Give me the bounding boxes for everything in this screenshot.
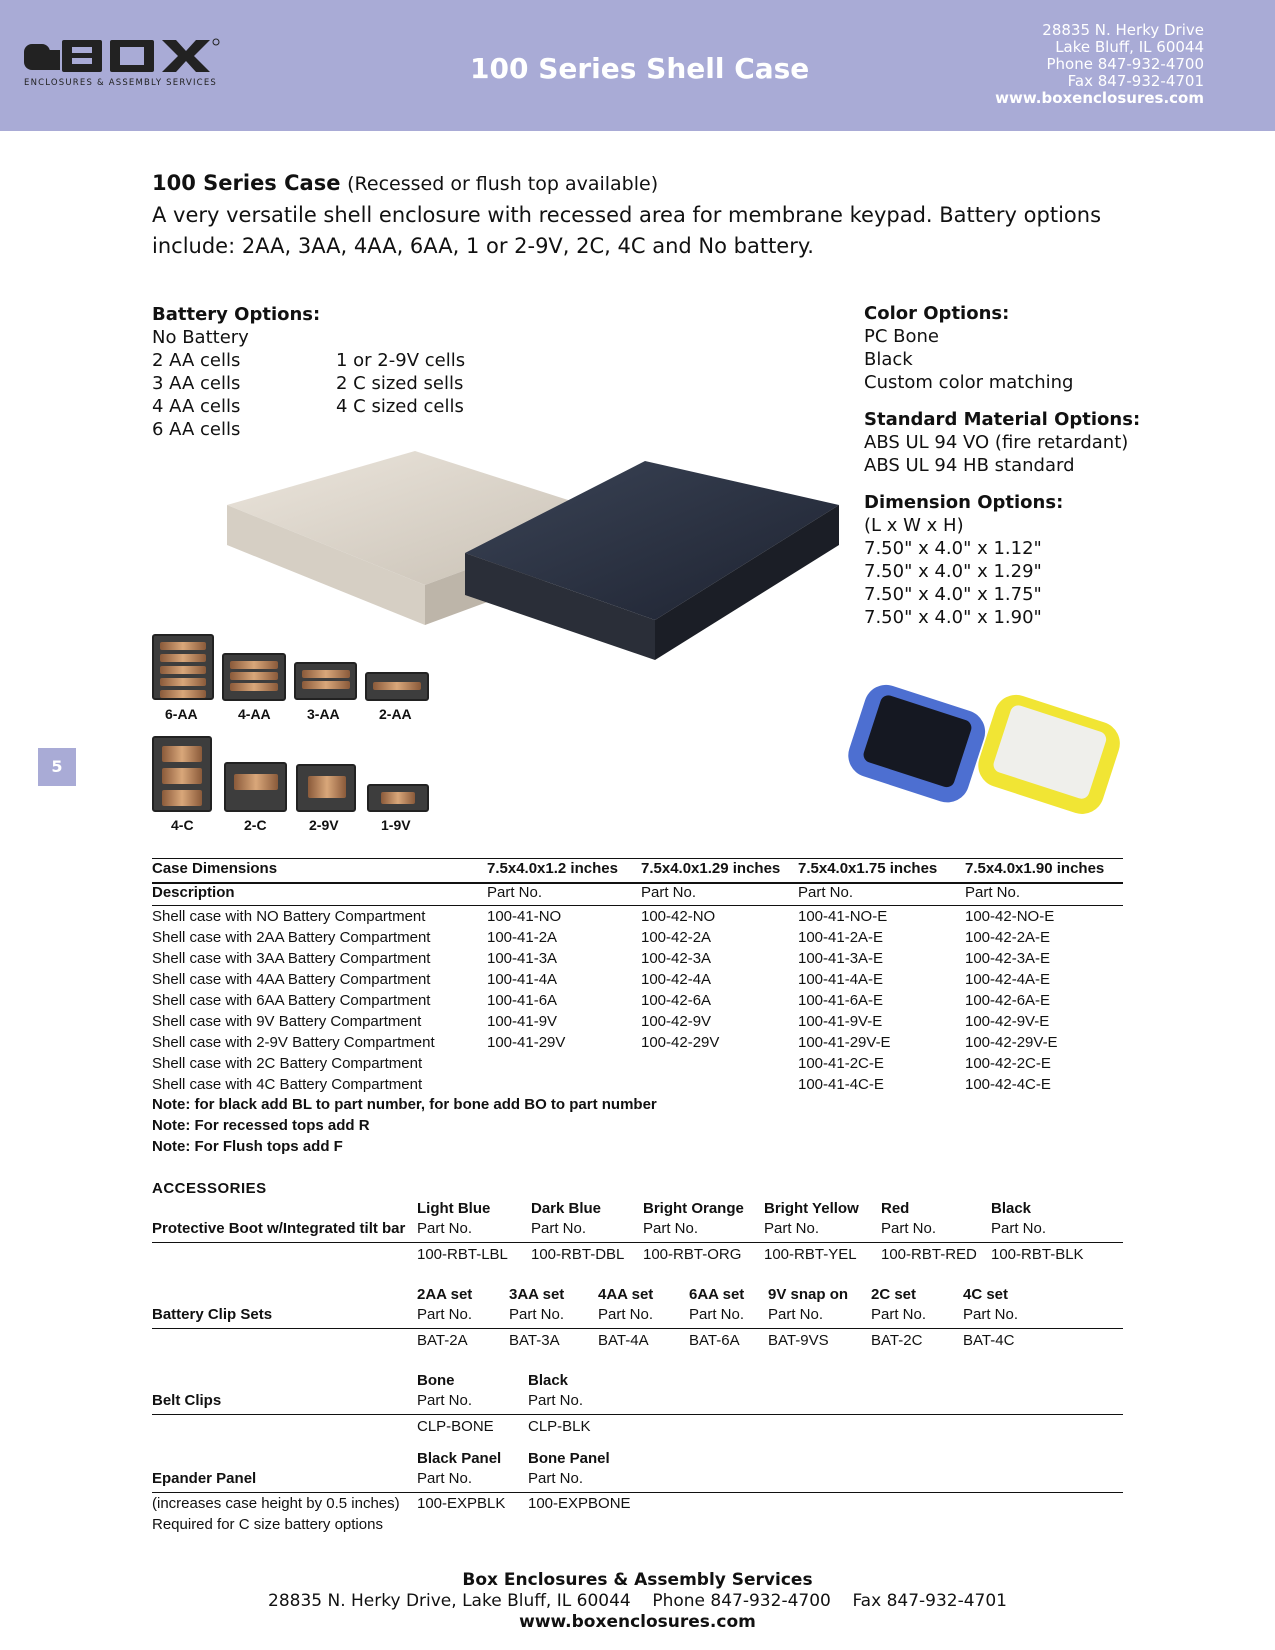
table-subheader: Part No. (965, 884, 1021, 901)
table-header: 7.5x4.0x1.29 inches (641, 860, 781, 877)
expander-part-number: 100-EXPBONE (528, 1495, 631, 1512)
dimension-options-heading: Dimension Options: (864, 492, 1064, 513)
page-number: 5 (38, 748, 76, 786)
material-options-heading: Standard Material Options: (864, 409, 1141, 430)
clip-part-number: BAT-2C (871, 1332, 923, 1349)
belt-part-number: CLP-BONE (417, 1418, 494, 1435)
boot-part-number: 100-RBT-LBL (417, 1246, 508, 1263)
clip-part-label: Part No. (689, 1306, 745, 1323)
boot-label: Protective Boot w/Integrated tilt bar (152, 1220, 406, 1237)
row-part-number: 100-42-9V-E (965, 1013, 1050, 1030)
row-part-number: 100-42-4C-E (965, 1076, 1051, 1093)
boot-option: Red (881, 1200, 910, 1217)
row-part-number: 100-42-NO-E (965, 908, 1055, 925)
expander-note: (increases case height by 0.5 inches) (152, 1495, 400, 1512)
table-note: Note: for black add BL to part number, for bone add BO to part number (152, 1096, 657, 1113)
row-description: Shell case with 6AA Battery Compartment (152, 992, 431, 1009)
expander-part-label: Part No. (528, 1470, 584, 1487)
boot-option: Dark Blue (531, 1200, 602, 1217)
intro-title: 100 Series Case (152, 171, 341, 195)
row-part-number: 100-42-NO (641, 908, 716, 925)
belt-option: Black (528, 1372, 569, 1389)
footer-website-link[interactable]: www.boxenclosures.com (519, 1612, 756, 1632)
boot-part-label: Part No. (643, 1220, 699, 1237)
clip-option: 9V snap on (768, 1286, 849, 1303)
expander-note: Required for C size battery options (152, 1516, 383, 1533)
battery-option: 6 AA cells (152, 419, 241, 440)
holder-label-2aa: 2-AA (379, 706, 412, 722)
row-part-number: 100-42-6A (641, 992, 712, 1009)
battery-holder-2c (224, 762, 287, 812)
battery-holder-4aa (222, 653, 286, 701)
dimension-option: 7.50" x 4.0" x 1.12" (864, 538, 1042, 559)
battery-option: 2 AA cells (152, 350, 241, 371)
expander-option: Black Panel (417, 1450, 502, 1467)
expander-label: Epander Panel (152, 1470, 257, 1487)
color-option: PC Bone (864, 326, 939, 347)
battery-option: 2 C sized sells (336, 373, 464, 394)
row-part-number: 100-41-NO (487, 908, 562, 925)
holder-label-2-9v: 2-9V (309, 817, 339, 833)
table-subheader: Part No. (641, 884, 697, 901)
holder-label-2c: 2-C (244, 817, 267, 833)
row-part-number: 100-42-2A (641, 929, 712, 946)
table-header: 7.5x4.0x1.2 inches (487, 860, 618, 877)
color-option: Black (864, 349, 913, 370)
row-part-number: 100-42-2C-E (965, 1055, 1051, 1072)
holder-label-4c: 4-C (171, 817, 194, 833)
boot-part-number: 100-RBT-YEL (764, 1246, 857, 1263)
right-options (864, 302, 1140, 629)
belt-part-label: Part No. (417, 1392, 473, 1409)
row-description: Shell case with 4AA Battery Compartment (152, 971, 431, 988)
battery-options-col2 (336, 349, 465, 418)
dimension-option: 7.50" x 4.0" x 1.75" (864, 584, 1042, 605)
boot-option: Light Blue (417, 1200, 491, 1217)
table-header: 7.5x4.0x1.90 inches (965, 860, 1105, 877)
boot-option: Bright Yellow (764, 1200, 859, 1217)
battery-option: 1 or 2-9V cells (336, 350, 466, 371)
boot-option: Bright Orange (643, 1200, 744, 1217)
row-description: Shell case with 2AA Battery Compartment (152, 929, 431, 946)
clip-part-label: Part No. (598, 1306, 654, 1323)
clip-part-label: Part No. (509, 1306, 565, 1323)
boot-part-number: 100-RBT-BLK (991, 1246, 1084, 1263)
row-part-number: 100-41-6A (487, 992, 558, 1009)
table-subheader: Part No. (798, 884, 854, 901)
battery-option: 4 C sized cells (336, 396, 464, 417)
row-description: Shell case with 3AA Battery Compartment (152, 950, 431, 967)
clip-part-label: Part No. (963, 1306, 1019, 1323)
accessories-heading: ACCESSORIES (152, 1180, 267, 1197)
row-part-number: 100-41-NO-E (798, 908, 888, 925)
page-footer (0, 1570, 1275, 1633)
belt-part-label: Part No. (528, 1392, 584, 1409)
footer-company: Box Enclosures & Assembly Services (462, 1570, 813, 1590)
battery-options-heading: Battery Options: (152, 304, 321, 325)
clip-part-label: Part No. (768, 1306, 824, 1323)
header-fax: Fax 847-932-4701 (1067, 72, 1204, 90)
holder-label-4aa: 4-AA (238, 706, 271, 722)
footer-contact (0, 1591, 1275, 1612)
clip-option: 2C set (871, 1286, 917, 1303)
row-part-number: 100-41-4A (487, 971, 558, 988)
row-part-number: 100-41-3A-E (798, 950, 884, 967)
table-note: Note: For recessed tops add R (152, 1117, 370, 1134)
table-note: Note: For Flush tops add F (152, 1138, 343, 1155)
holder-label-6aa: 6-AA (165, 706, 198, 722)
clip-option: 4AA set (598, 1286, 654, 1303)
row-part-number: 100-42-29V-E (965, 1034, 1058, 1051)
expander-part-label: Part No. (417, 1470, 473, 1487)
shell-case-product-image (225, 445, 845, 675)
battery-holder-1-9v (367, 784, 429, 812)
row-part-number: 100-41-29V-E (798, 1034, 891, 1051)
boot-part-label: Part No. (531, 1220, 587, 1237)
page-title: 100 Series Shell Case (470, 52, 810, 85)
clip-part-label: Part No. (871, 1306, 927, 1323)
row-description: Shell case with 2C Battery Compartment (152, 1055, 423, 1072)
color-options-heading: Color Options: (864, 303, 1010, 324)
table-subheader: Description (152, 884, 235, 901)
row-description: Shell case with 2-9V Battery Compartment (152, 1034, 435, 1051)
dimension-option: 7.50" x 4.0" x 1.90" (864, 607, 1042, 628)
battery-holder-3aa (294, 662, 357, 700)
battery-holder-6aa (152, 634, 214, 700)
row-part-number: 100-42-3A-E (965, 950, 1051, 967)
boot-part-number: 100-RBT-RED (881, 1246, 977, 1263)
battery-holder-2-9v (296, 764, 356, 812)
boot-part-label: Part No. (417, 1220, 473, 1237)
material-option: ABS UL 94 VO (fire retardant) (864, 432, 1129, 453)
battery-holder-2aa (365, 672, 429, 701)
clip-part-number: BAT-2A (417, 1332, 468, 1349)
expander-option: Bone Panel (528, 1450, 610, 1467)
table-header: 7.5x4.0x1.75 inches (798, 860, 938, 877)
expander-part-number: 100-EXPBLK (417, 1495, 506, 1512)
row-part-number: 100-41-4A-E (798, 971, 884, 988)
row-part-number: 100-41-2C-E (798, 1055, 884, 1072)
belt-option: Bone (417, 1372, 455, 1389)
clip-part-number: BAT-4A (598, 1332, 649, 1349)
holder-label-3aa: 3-AA (307, 706, 340, 722)
row-part-number: 100-42-4A-E (965, 971, 1051, 988)
boot-part-number: 100-RBT-ORG (643, 1246, 742, 1263)
clip-part-number: BAT-9VS (768, 1332, 829, 1349)
protective-boots-image (842, 680, 1142, 830)
row-part-number: 100-42-9V (641, 1013, 712, 1030)
row-part-number: 100-42-4A (641, 971, 712, 988)
row-description: Shell case with 4C Battery Compartment (152, 1076, 423, 1093)
clip-label: Battery Clip Sets (152, 1306, 273, 1323)
clip-part-number: BAT-4C (963, 1332, 1015, 1349)
belt-label: Belt Clips (152, 1392, 222, 1409)
holder-label-1-9v: 1-9V (381, 817, 411, 833)
intro-description: A very versatile shell enclosure with recessed area for membrane keypad. Battery options include: 2AA, 3AA, 4AA, 6AA, 1 or 2-9V, 2C, 4C and No battery. (152, 203, 1102, 258)
row-description: Shell case with NO Battery Compartment (152, 908, 426, 925)
footer-phone: Phone 847-932-4700 (652, 1591, 831, 1611)
row-part-number: 100-41-29V (487, 1034, 566, 1051)
boot-option: Black (991, 1200, 1032, 1217)
clip-part-number: BAT-6A (689, 1332, 740, 1349)
boot-part-number: 100-RBT-DBL (531, 1246, 625, 1263)
boot-part-label: Part No. (991, 1220, 1047, 1237)
clip-option: 6AA set (689, 1286, 745, 1303)
color-option: Custom color matching (864, 372, 1074, 393)
case-table (152, 858, 1123, 1158)
row-part-number: 100-41-4C-E (798, 1076, 884, 1093)
boot-part-label: Part No. (881, 1220, 937, 1237)
intro-title-note: (Recessed or flush top available) (347, 173, 659, 195)
page-header (0, 0, 1275, 131)
footer-address: 28835 N. Herky Drive, Lake Bluff, IL 60044 (268, 1591, 631, 1611)
row-part-number: 100-41-9V-E (798, 1013, 883, 1030)
battery-option: 3 AA cells (152, 373, 241, 394)
header-website-link[interactable]: www.boxenclosures.com (995, 89, 1204, 107)
row-description: Shell case with 9V Battery Compartment (152, 1013, 422, 1030)
header-phone: Phone 847-932-4700 (1046, 55, 1204, 73)
accessories-section (152, 1180, 1123, 1550)
boot-part-label: Part No. (764, 1220, 820, 1237)
battery-option: No Battery (152, 327, 249, 348)
logo-subtitle: ENCLOSURES & ASSEMBLY SERVICES (24, 78, 217, 88)
battery-options (152, 303, 320, 441)
row-part-number: 100-42-2A-E (965, 929, 1051, 946)
table-header: Case Dimensions (152, 860, 278, 877)
intro-section (152, 168, 1132, 262)
material-option: ABS UL 94 HB standard (864, 455, 1075, 476)
battery-holder-4c (152, 736, 212, 812)
row-part-number: 100-41-2A-E (798, 929, 884, 946)
row-part-number: 100-42-3A (641, 950, 712, 967)
row-part-number: 100-42-6A-E (965, 992, 1051, 1009)
clip-part-number: BAT-3A (509, 1332, 560, 1349)
dimension-option: 7.50" x 4.0" x 1.29" (864, 561, 1042, 582)
clip-part-label: Part No. (417, 1306, 473, 1323)
battery-option: 4 AA cells (152, 396, 241, 417)
belt-part-number: CLP-BLK (528, 1418, 591, 1435)
dimension-option: (L x W x H) (864, 515, 964, 536)
table-subheader: Part No. (487, 884, 543, 901)
row-part-number: 100-42-29V (641, 1034, 720, 1051)
header-address-line: Lake Bluff, IL 60044 (1055, 38, 1204, 56)
row-part-number: 100-41-9V (487, 1013, 558, 1030)
header-address-line: 28835 N. Herky Drive (1042, 21, 1204, 39)
clip-option: 3AA set (509, 1286, 565, 1303)
row-part-number: 100-41-6A-E (798, 992, 884, 1009)
row-part-number: 100-41-3A (487, 950, 558, 967)
row-part-number: 100-41-2A (487, 929, 558, 946)
header-address (995, 22, 1204, 107)
clip-option: 4C set (963, 1286, 1009, 1303)
footer-fax: Fax 847-932-4701 (852, 1591, 1007, 1611)
clip-option: 2AA set (417, 1286, 473, 1303)
